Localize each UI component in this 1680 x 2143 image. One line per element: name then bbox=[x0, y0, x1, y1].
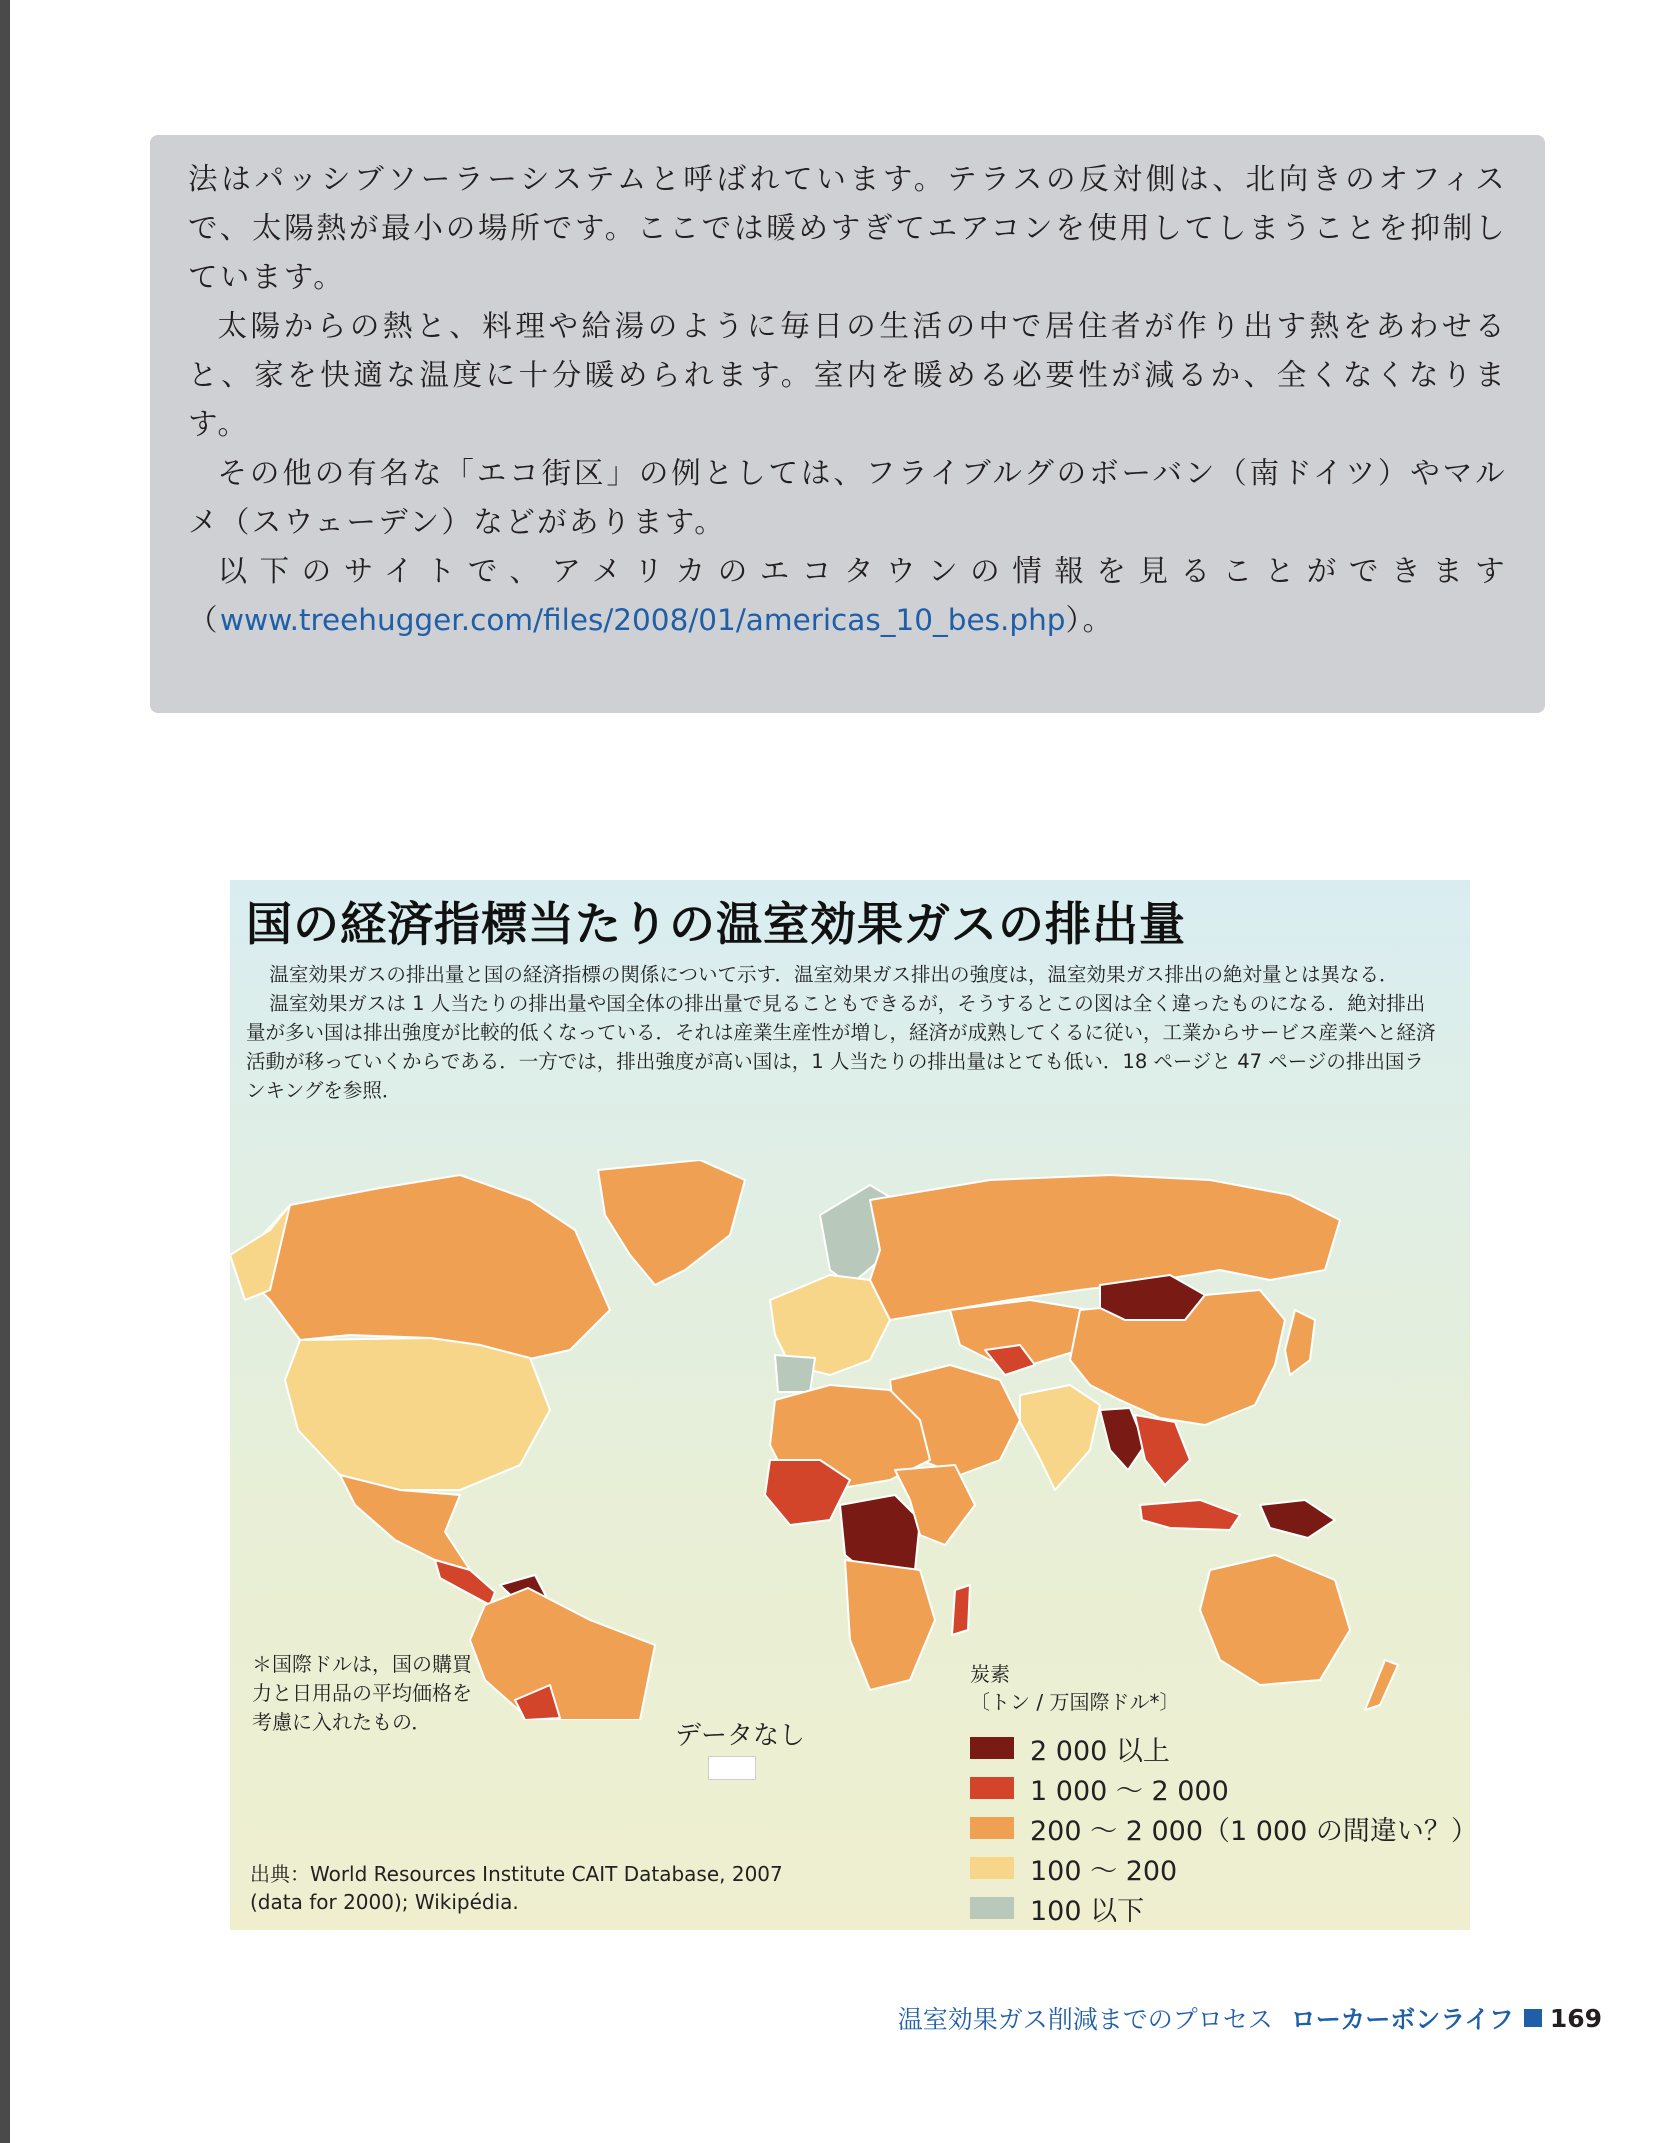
note-paragraph: 太陽からの熱と、料理や給湯のように毎日の生活の中で居住者が作り出す熱をあわせると、家を快適な温度に十分暖められます。室内を暖める必要性が減るか、全くなくなります。 bbox=[188, 309, 1507, 441]
map-footnote: ＊国際ドルは，国の購買力と日用品の平均価格を考慮に入れたもの． bbox=[252, 1652, 472, 1734]
southern-africa bbox=[845, 1560, 935, 1690]
nodata-label: データなし bbox=[675, 1721, 806, 1751]
legend-label: 100 ～ 200 bbox=[1030, 1855, 1178, 1887]
page-edge-bar bbox=[0, 0, 10, 2143]
usa bbox=[285, 1338, 550, 1490]
southeast-asia bbox=[1135, 1415, 1190, 1485]
map-description bbox=[246, 960, 1441, 1105]
legend-item bbox=[970, 1808, 1478, 1848]
legend-swatch bbox=[970, 1777, 1014, 1799]
world-map bbox=[230, 1160, 1470, 1720]
legend-title: 炭素 bbox=[970, 1662, 1010, 1686]
iberia bbox=[775, 1355, 815, 1392]
note-paragraph-last bbox=[188, 547, 1507, 645]
square-bullet-icon bbox=[1524, 2009, 1542, 2027]
map-source: 出典：World Resources Institute CAIT Database, 2007 (data for 2000); Wikipédia. bbox=[250, 1862, 783, 1914]
legend-swatch bbox=[970, 1857, 1014, 1879]
note-paragraph: その他の有名な「エコ街区」の例としては、フライブルグのボーバン（南ドイツ）やマルメ（スウェーデン）などがあります。 bbox=[188, 456, 1507, 539]
page-footer bbox=[898, 2000, 1602, 2036]
note-paragraph: 法はパッシブソーラーシステムと呼ばれています。テラスの反対側は、北向きのオフィスで、太陽熱が最小の場所です。ここでは暖めすぎてエアコンを使用してしまうことを抑制しています。 bbox=[188, 162, 1507, 294]
indonesia bbox=[1140, 1500, 1240, 1530]
legend-item bbox=[970, 1768, 1478, 1808]
papua-new-guinea bbox=[1260, 1500, 1335, 1538]
greenland bbox=[598, 1160, 745, 1285]
legend-label: 2 000 以上 bbox=[1030, 1735, 1170, 1767]
legend-item bbox=[970, 1888, 1478, 1928]
south-america bbox=[470, 1588, 655, 1720]
series-title: ローカーボンライフ bbox=[1290, 2005, 1514, 2034]
legend-unit: 〔トン / 万国際ドル*〕 bbox=[970, 1690, 1180, 1714]
legend-label: 100 以下 bbox=[1030, 1895, 1145, 1927]
japan bbox=[1285, 1310, 1315, 1375]
legend-item bbox=[970, 1848, 1478, 1888]
treehugger-link[interactable]: www.treehugger.com/files/2008/01/americas_10_bes.php bbox=[219, 603, 1066, 637]
legend-swatch bbox=[970, 1897, 1014, 1919]
chapter-title: 温室効果ガス削減までのプロセス bbox=[897, 2005, 1273, 2034]
legend-items bbox=[970, 1728, 1478, 1928]
legend-swatch bbox=[970, 1817, 1014, 1839]
note-text-end: ）。 bbox=[1065, 603, 1115, 637]
map-description-paragraph: 温室効果ガスは 1 人当たりの排出量や国全体の排出量で見ることもできるが，そうするとこの図は全く違ったものになる．絶対排出量が多い国は排出強度が比較的低くなっている．それは産業生産性が増し，経済が成熟してくるに従い，工業からサービス産業へと経済活動が移っていくからである．一方では，排出強度が高い国は，1 人当たりの排出量はとても低い．18 ページと 47 ページの排出国ランキングを参照． bbox=[246, 992, 1436, 1102]
legend-label: 200 ～ 2 000（1 000 の間違い？） bbox=[1030, 1815, 1478, 1847]
madagascar bbox=[952, 1585, 970, 1635]
india bbox=[1020, 1385, 1100, 1490]
legend-item bbox=[970, 1728, 1478, 1768]
canada bbox=[235, 1175, 610, 1360]
map-figure bbox=[230, 880, 1478, 1930]
map-legend bbox=[970, 1660, 1478, 1928]
note-box bbox=[150, 135, 1545, 713]
legend-label: 1 000 ～ 2 000 bbox=[1030, 1775, 1229, 1807]
note-text: 以下のサイトで、アメリカのエコタウンの情報を見ることができます（ bbox=[188, 554, 1507, 637]
map-description-paragraph: 温室効果ガスの排出量と国の経済指標の関係について示す．温室効果ガス排出の強度は，温室効果ガス排出の絶対量とは異なる． bbox=[269, 963, 1399, 986]
nodata-swatch bbox=[708, 1756, 756, 1780]
legend-swatch bbox=[970, 1737, 1014, 1759]
map-title: 国の経済指標当たりの温室効果ガスの排出量 bbox=[246, 897, 1186, 951]
page-number: 169 bbox=[1549, 2003, 1602, 2033]
